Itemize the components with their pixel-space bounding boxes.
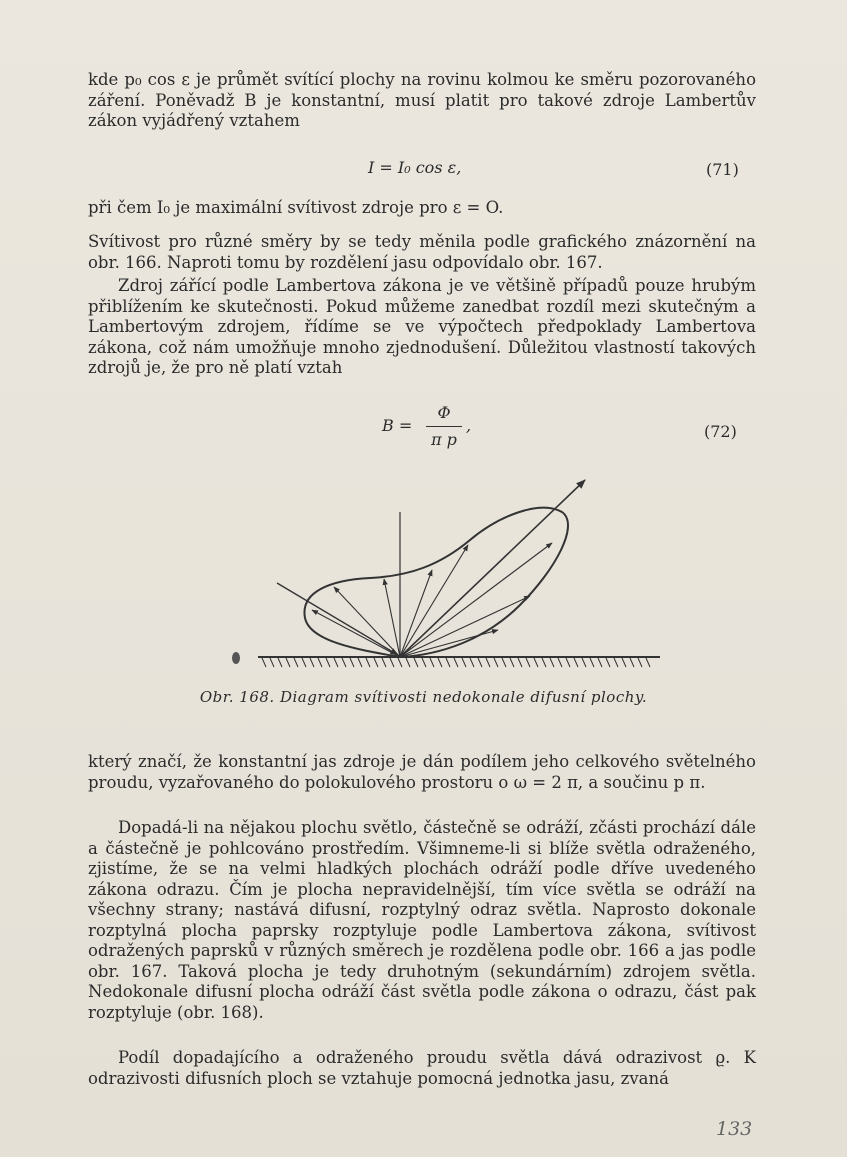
diffuse-ray: [400, 543, 552, 657]
paragraph-2: při čem I₀ je maximální svítivost zdroje pro ε = O.: [88, 198, 504, 217]
paragraph-5: který značí, že konstantní jas zdroje je dán podílem jeho celkového světelného proudu, vyzařovaného do polokulového prostoru o ω = 2 π, a součinu p π.: [88, 752, 756, 792]
equation-72-lhs: B =: [382, 416, 413, 435]
paragraph-7: Podíl dopadajícího a odraženého proudu světla dává odrazivost ϱ. K odrazivosti difusních ploch se vztahuje pomocná jednotka jasu, zvaná: [88, 1048, 756, 1088]
paragraph-3: Svítivost pro různé směry by se tedy měnila podle grafického znázornění na obr. 166. Naproti tomu by rozdělení jasu odpovídalo obr. 167.: [88, 232, 756, 272]
intensity-curve: [304, 508, 568, 657]
diffuse-ray: [384, 579, 400, 657]
paragraph-6: Dopadá-li na nějakou plochu světlo, částečně se odráží, zčásti prochází dále a částečně je pohlcováno prostředím. Všimneme-li si blíže světla odraženého, zjistíme, že se na velmi hladkých plochách odráží podle dříve uvedeného zákona odrazu. Čím je plocha nepravidelnější, tím více světla se odráží na všechny strany; nastává difusní, rozptylný odraz světla. Naprosto dokonale rozptylná plocha paprsky rozptyluje podle Lambertova zákona, svítivost odražených paprsků v různých směrech je rozdělena podle obr. 166 a jas podle obr. 167. Taková plocha je tedy druhotným (sekundárním) zdrojem světla. Nedokonale difusní plocha odráží část světla podle zákona o odrazu, část pak rozptyluje (obr. 168).: [88, 818, 756, 1022]
page-number: 133: [716, 1118, 753, 1140]
equation-72-comma: ,: [466, 416, 472, 435]
equation-71: I = I₀ cos ε,: [368, 158, 462, 177]
specular-ray: [400, 480, 585, 657]
ink-blot: [232, 652, 240, 664]
paragraph-4: Zdroj zářící podle Lambertova zákona je ve většině případů pouze hrubým přiblížením ke skutečnosti. Pokud můžeme zanedbat rozdíl mezi skutečným a Lambertovým zdrojem, řídíme se ve výpočtech předpoklady Lambertova zákona, což nám umožňuje mnoho zjednodušení. Důležitou vlastností takových zdrojů je, že pro ně platí vztah: [88, 276, 756, 377]
surface-hatching: [262, 658, 650, 667]
diffuse-ray: [312, 610, 400, 657]
equation-72-denominator: π p: [431, 430, 457, 449]
figure-caption: Obr. 168. Diagram svítivosti nedokonale difusní plochy.: [199, 688, 648, 706]
paragraph-1: kde p₀ cos ε je průmět svítící plochy na rovinu kolmou ke směru pozorovaného záření. Poněvadž B je konstantní, musí platit pro takové zdroje Lambertův zákon vyjádřený vztahem: [88, 70, 756, 130]
equation-72-number: (72): [704, 422, 737, 441]
equation-72-numerator: Φ: [437, 403, 451, 422]
equation-71-number: (71): [706, 160, 739, 179]
